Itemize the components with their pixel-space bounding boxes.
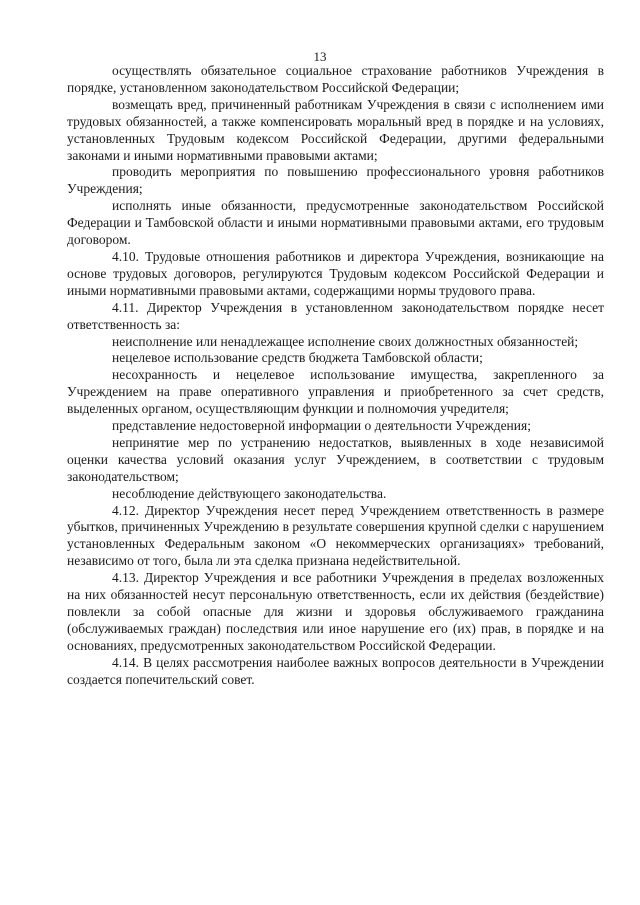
paragraph-compensate-harm: возмещать вред, причиненный работникам Учреждения в связи с исполнением ими трудовых обязанностей, а также компенсировать моральный вред в порядке и на условиях, установленных Трудовым кодексом Российской Федерации, другими федеральными законами и иными нормативными правовыми актами; <box>67 96 604 163</box>
paragraph-other-duties: исполнять иные обязанности, предусмотренные законодательством Российской Федерации и Тамбовской области и иными нормативными правовыми актами, его трудовым договором. <box>67 198 604 248</box>
paragraph-noncompliance: несоблюдение действующего законодательства. <box>112 485 387 501</box>
document-body <box>67 63 604 689</box>
paragraph-failure-to-correct: непринятие мер по устранению недостатков, выявленных в ходе независимой оценки качества условий оказания услуг Учреждением, в соответствии с трудовым законодательством; <box>67 434 604 484</box>
paragraph-nonperformance: неисполнение или ненадлежащее исполнение своих должностных обязанностей; <box>112 333 579 349</box>
paragraph-social-insurance: осуществлять обязательное социальное страхование работников Учреждения в порядке, установленном законодательством Российской Федерации; <box>67 63 604 95</box>
paragraph-property-misuse: несохранность и нецелевое использование имущества, закрепленного за Учреждением на праве оперативного управления и приобретенного за счет средств, выделенных органом, осуществляющим функции и полномочия учредителя; <box>67 367 604 417</box>
paragraph-professional-training: проводить мероприятия по повышению профессионального уровня работников Учреждения; <box>67 164 604 197</box>
paragraph-budget-misuse: нецелевое использование средств бюджета Тамбовской области; <box>112 350 483 366</box>
paragraph-4-10: 4.10. Трудовые отношения работников и директора Учреждения, возникающие на основе трудовых договоров, регулируются Трудовым кодексом Российской Федерации и иными нормативными правовыми актами, содержащими нормы трудового права. <box>67 248 604 298</box>
paragraph-4-11: 4.11. Директор Учреждения в установленном законодательством порядке несет ответственность за: <box>67 299 604 332</box>
paragraph-4-14: 4.14. В целях рассмотрения наиболее важных вопросов деятельности в Учреждении создается попечительский совет. <box>67 654 604 687</box>
paragraph-4-13: 4.13. Директор Учреждения и все работники Учреждения в пределах возложенных на них обязанностей несут персональную ответственность, если их действия (бездействие) повлекли за собой опасные для жизни и здоровья обслуживаемого гражданина (обслуживаемых граждан) последствия или иное нарушение его (их) прав, в порядке и на основаниях, предусмотренных законодательством Российской Федерации. <box>67 570 604 653</box>
paragraph-4-12: 4.12. Директор Учреждения несет перед Учреждением ответственность в размере убытков, причиненных Учреждению в результате совершения крупной сделки с нарушением установленных Федеральным законом «О некоммерческих организациях» требований, независимо от того, была ли эта сделка признана недействительной. <box>67 502 604 569</box>
paragraph-false-information: представление недостоверной информации о деятельности Учреждения; <box>112 418 531 434</box>
page-number: 13 <box>313 49 327 64</box>
